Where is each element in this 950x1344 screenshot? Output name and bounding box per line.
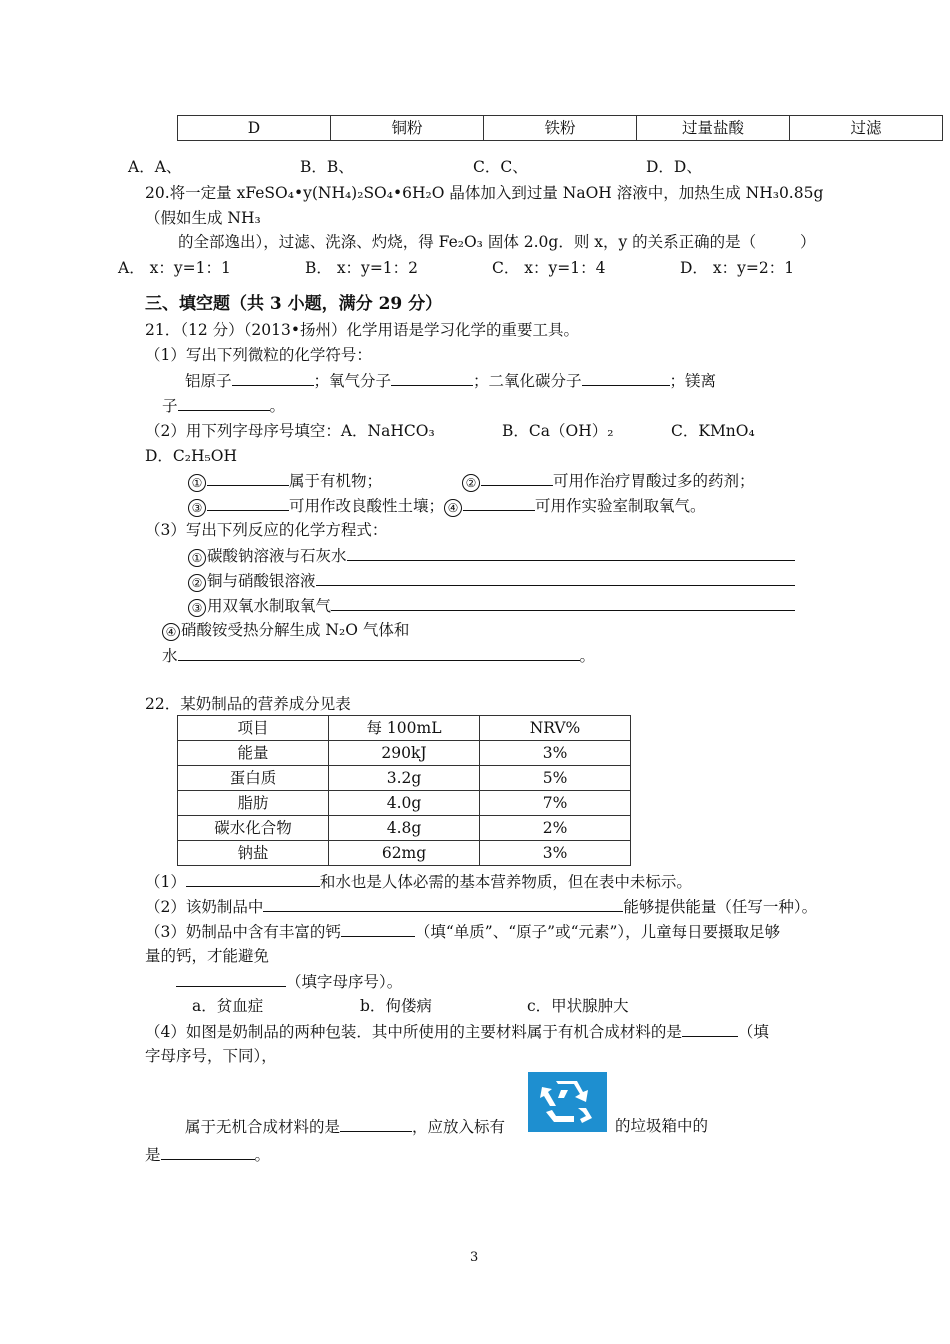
q22-sub2: （2）该奶制品中 能够提供能量（任写一种）。 [145, 898, 818, 916]
blank[interactable] [481, 471, 553, 486]
table-header: NRV% [480, 716, 631, 741]
top-table-row-d [177, 115, 943, 141]
q22-sub3: （3）奶制品中含有丰富的钙 （填“单质”、“原子”或“元素”），儿童每日要摄取足够 [145, 923, 781, 941]
table-row: 钠盐 62mg 3% [178, 841, 631, 866]
q22-sub1: （1） 和水也是人体必需的基本营养物质，但在表中未标示。 [145, 873, 692, 891]
q22-sub3-line3: （填字母序号）。 [176, 972, 402, 992]
blank[interactable] [331, 596, 795, 611]
q21-item1: ① 属于有机物； [188, 471, 382, 492]
table-row: 能量 290kJ 3% [178, 741, 631, 766]
q22-title: 22．某奶制品的营养成分见表 [145, 695, 351, 713]
blank[interactable] [178, 646, 580, 661]
blank[interactable] [207, 471, 289, 486]
table-header: 每 100mL [329, 716, 480, 741]
table-header: 项目 [178, 716, 329, 741]
q19-option-d: D．D、 [646, 158, 702, 176]
blank[interactable] [463, 496, 535, 511]
blank[interactable] [176, 972, 286, 987]
blank[interactable] [178, 396, 270, 411]
blank[interactable] [347, 546, 795, 561]
q20-option-a: A． x：y=1：1 [118, 259, 231, 277]
q22-sub4-line4: 是 。 [145, 1146, 271, 1164]
blank[interactable] [161, 1145, 255, 1160]
q22-sub3-line2: 量的钙，才能避免 [145, 947, 270, 965]
q20-line1: 20.将一定量 xFeSO₄•y(NH₄)₂SO₄•6H₂O 晶体加入到过量 NaOH 溶液中，加热生成 NH₃0.85g [145, 184, 824, 202]
blank[interactable] [207, 496, 289, 511]
q21-title: 21．（12 分）（2013•扬州）化学用语是学习化学的重要工具。 [145, 321, 579, 339]
q20-line2: （假如生成 NH₃ [145, 209, 261, 227]
blank[interactable] [340, 1117, 412, 1132]
q21-reaction2: ② 铜与硝酸银溶液 [188, 571, 795, 592]
q21-part2-b: B．Ca（OH）₂ [502, 422, 614, 440]
q21-part1: （1）写出下列微粒的化学符号： [145, 346, 372, 364]
page-number: 3 [470, 1250, 479, 1265]
blank[interactable] [582, 371, 670, 386]
q22-sub4-line3: 属于无机合成材料的是 ，应放入标有 [185, 1118, 506, 1136]
blank[interactable] [682, 1022, 738, 1037]
nutrition-table [177, 715, 631, 866]
q22-sub4: （4）如图是奶制品的两种包装．其中所使用的主要材料属于有机合成材料的是 （填 [145, 1023, 769, 1041]
q20-option-b: B． x：y=1：2 [305, 259, 419, 277]
table-row: 碳水化合物 4.8g 2% [178, 816, 631, 841]
blank[interactable] [263, 897, 623, 912]
q19-option-a: A．A、 [128, 158, 182, 176]
q21-part2-c: C．KMnO₄ [671, 422, 755, 440]
cell: 铜粉 [331, 116, 484, 141]
q20-line3-close: ） [800, 233, 816, 251]
q21-part1-line: 铝原子 ；氧气分子 ；二氧化碳分子 ；镁离 [185, 372, 717, 390]
q21-reaction3: ③ 用双氧水制取氧气 [188, 596, 795, 617]
blank[interactable] [316, 571, 795, 586]
table-row: 脂肪 4.0g 7% [178, 791, 631, 816]
q21-part3: （3）写出下列反应的化学方程式： [145, 521, 388, 539]
q19-option-b: B．B、 [300, 158, 354, 176]
q21-part1-line2: 子 。 [162, 397, 286, 415]
q21-reaction4-line2: 水 。 [162, 647, 596, 665]
cell: 铁粉 [484, 116, 637, 141]
q22-opt-b: b．佝偻病 [360, 997, 432, 1015]
recycle-icon [528, 1072, 607, 1132]
q21-item2: ② 可用作治疗胃酸过多的药剂； [462, 471, 755, 492]
q22-opt-a: a．贫血症 [192, 997, 264, 1015]
q20-option-d: D． x：y=2：1 [680, 259, 795, 277]
q21-part2-d: D．C₂H₅OH [145, 447, 237, 465]
q22-sub4-line3-end: 的垃圾箱中的 [615, 1117, 709, 1135]
q21-item3: ③ 可用作改良酸性土壤； ④ 可用作实验室制取氧气。 [188, 496, 706, 517]
blank[interactable] [391, 371, 473, 386]
cell: 过滤 [790, 116, 943, 141]
cell: D [178, 116, 331, 141]
q19-option-c: C．C、 [473, 158, 528, 176]
q21-reaction1: ① 碳酸钠溶液与石灰水 [188, 546, 795, 567]
q21-part2: （2）用下列字母序号填空：A．NaHCO₃ [145, 422, 435, 440]
q21-reaction4: ④ 硝酸铵受热分解生成 N₂O 气体和 [162, 621, 409, 641]
cell: 过量盐酸 [637, 116, 790, 141]
q20-option-c: C． x：y=1：4 [492, 259, 606, 277]
q20-line3: 的全部逸出），过滤、洗涤、灼烧，得 Fe₂O₃ 固体 2.0g．则 x，y 的关系正确的是（ [178, 233, 757, 251]
blank[interactable] [341, 922, 415, 937]
blank[interactable] [232, 371, 314, 386]
blank[interactable] [186, 872, 320, 887]
q22-sub4-line2: 字母序号，下同）， [145, 1047, 277, 1065]
section3-title: 三、填空题（共 3 小题，满分 29 分） [145, 294, 443, 314]
table-row: 蛋白质 3.2g 5% [178, 766, 631, 791]
q22-opt-c: c．甲状腺肿大 [527, 997, 629, 1015]
